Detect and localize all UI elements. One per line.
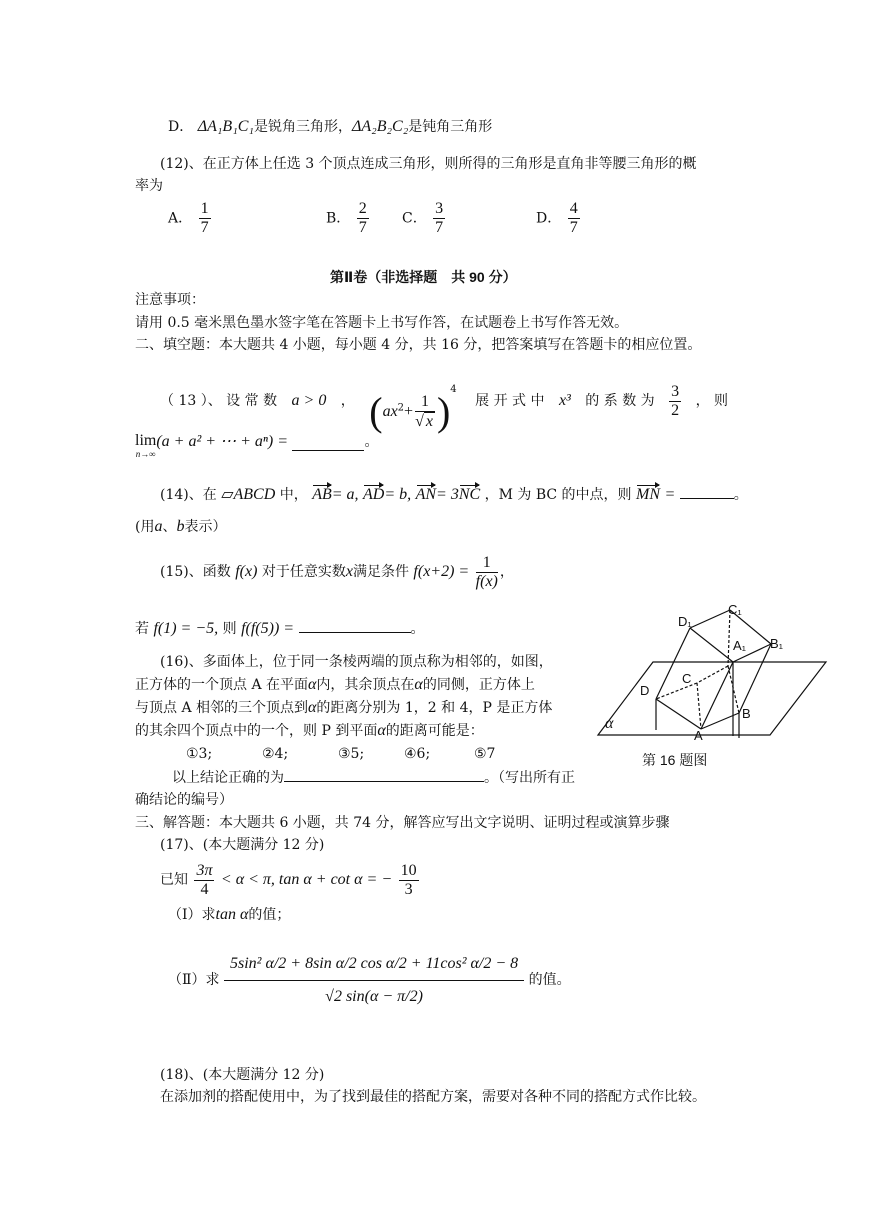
label-d: D — [640, 683, 650, 698]
q15-line2 — [135, 618, 425, 639]
q11-option-d — [168, 117, 492, 137]
option-label: C． — [402, 210, 427, 227]
q16-figure-caption: 第 16 题图 — [642, 752, 708, 768]
q12-option-c — [402, 200, 447, 237]
q12-option-a — [168, 200, 213, 237]
lim-text: lim — [135, 432, 157, 449]
fraction — [669, 383, 681, 420]
math-expr: tan α — [215, 906, 249, 923]
text: 的距离可能是： — [385, 723, 484, 739]
math-expr: = a, — [331, 486, 359, 503]
text: 的值； — [248, 907, 291, 923]
big-fraction — [224, 948, 524, 1013]
math-expr: x³ — [558, 392, 571, 409]
text: （Ⅰ）求 — [168, 907, 216, 923]
text: ，M 为 BC 的中点，则 — [484, 487, 632, 503]
q17-given — [160, 858, 421, 902]
vector-mn: MN — [636, 486, 661, 503]
text: ， — [499, 564, 514, 580]
numerator: 1 — [476, 554, 498, 573]
q16-line4 — [135, 721, 484, 741]
text: 若 — [135, 621, 149, 637]
label-c1: C₁ — [728, 602, 742, 617]
math-expr: α — [377, 722, 386, 739]
numerator: 1 — [200, 200, 209, 217]
fraction — [357, 200, 369, 237]
q16-choices — [186, 744, 495, 764]
text: 与顶点 A 相邻的三个顶点到 — [135, 700, 309, 716]
math-expr: f(1) = −5, — [153, 620, 219, 637]
text: 的值。 — [528, 972, 571, 988]
q16-line1: (16)、多面体上，位于同一条棱两端的顶点称为相邻的，如图， — [160, 654, 553, 670]
math-expr: ΔA₂B₂C₂ — [351, 118, 409, 135]
answer-blank[interactable] — [299, 618, 411, 633]
text: (用 — [135, 519, 155, 535]
denominator: √2 sin(α − π/2) — [325, 987, 423, 1005]
math-expr: (a + a² + ⋯ + aⁿ) = — [156, 433, 289, 450]
denominator: 2 — [671, 401, 680, 419]
choice-1: ①3; — [186, 746, 213, 762]
binomial-expr: ($ax^2+$ $\frac{1}{√ x}$ )$^4$ — [369, 384, 457, 434]
numerator: 2 — [358, 200, 367, 217]
text: 是锐角三角形， — [253, 119, 352, 135]
text: 。（写出所有正 — [484, 770, 575, 786]
text: 。 — [733, 487, 748, 503]
choice-2: ②4; — [262, 746, 289, 762]
text: 的其余四个顶点中的一个，则 P 到平面 — [135, 723, 378, 739]
fraction — [194, 862, 214, 899]
q12-option-d — [536, 200, 582, 237]
text: (15)、函数 — [160, 564, 231, 580]
fraction — [433, 200, 445, 237]
label-alpha: α — [605, 715, 614, 732]
text: 满足条件 — [352, 564, 409, 580]
text: 的同侧，正方体上 — [422, 677, 535, 693]
math-expr: f(x+2) = — [413, 563, 470, 580]
denominator: 3 — [404, 880, 413, 898]
text: ， 则 — [695, 393, 729, 409]
q14-line1 — [160, 484, 748, 505]
notice-title: 注意事项： — [135, 292, 205, 308]
text: 以上结论正确的为 — [172, 770, 284, 786]
answer-blank[interactable] — [680, 484, 734, 499]
choice-3: ③5; — [338, 746, 365, 762]
q15-line1 — [160, 550, 514, 594]
numerator: 3 — [671, 382, 680, 400]
q16-line2 — [135, 675, 535, 695]
q12-option-b — [326, 200, 371, 237]
text: 中， — [279, 487, 308, 503]
text: 已知 — [160, 872, 188, 888]
text: (14)、在 — [160, 487, 217, 503]
numerator: 4 — [569, 200, 578, 217]
text: 正方体的一个顶点 A 在平面 — [135, 677, 309, 693]
numerator: 3π — [196, 861, 213, 879]
denominator: 7 — [200, 219, 209, 236]
vector-ab: AB — [312, 486, 332, 503]
limit-operator — [135, 432, 156, 459]
answer-blank[interactable] — [284, 767, 484, 782]
text: 。 — [410, 621, 425, 637]
math-expr: f(x) — [235, 563, 258, 580]
denominator: 4 — [200, 880, 209, 898]
math-expr: α — [308, 699, 317, 716]
vector-nc: NC — [458, 486, 481, 503]
option-label: B． — [326, 210, 351, 227]
q12-stem-line1: (12)、在正方体上任选 3 个顶点连成三角形，则所得的三角形是直角非等腰三角形的概 — [160, 156, 697, 172]
q16-cube-figure — [590, 600, 830, 770]
math-expr: = — [664, 486, 676, 503]
math-expr: b — [176, 518, 185, 535]
label-d1: D₁ — [678, 614, 692, 629]
q17-title: (17)、(本大题满分 12 分) — [160, 837, 325, 853]
denominator: 7 — [435, 219, 444, 236]
fraction — [476, 554, 498, 591]
denominator: f(x) — [475, 572, 498, 590]
numerator: 10 — [400, 861, 417, 879]
choice-4: ④6; — [404, 746, 431, 762]
q14-line2 — [135, 517, 226, 537]
text: 则 — [222, 621, 237, 637]
math-expr: x — [345, 563, 353, 580]
label-c: C — [682, 671, 692, 686]
q13-line1: （ 13 ）、 设 常 数 a > 0 ， ($ax^2+$ $\frac{1}{√ x}$ )$^4$ 展 开 式 中 x³ 的 系 数 为 $\frac{3}{2}$ ， 则 — [160, 370, 740, 410]
math-expr: f(f(5)) = — [241, 620, 295, 637]
option-label: D． — [536, 210, 562, 227]
vector-ad: AD — [362, 486, 385, 503]
denominator: 7 — [358, 219, 367, 236]
text: （ 13 ）、 设 常 数 — [160, 393, 278, 409]
math-expr: ΔA₁B₁C₁ — [197, 118, 254, 135]
numerator: 5sin² α/2 + 8sin α/2 cos α/2 + 11cos² α/2 − 8 — [224, 948, 524, 981]
fraction — [399, 862, 419, 899]
vector-an: AN — [415, 486, 437, 503]
q18-title: (18)、(本大题满分 12 分) — [160, 1067, 325, 1083]
answer-blank[interactable] — [292, 436, 364, 451]
math-expr: < α < π, tan α + cot α = − — [220, 871, 393, 888]
text: 的距离分别为 1，2 和 4，P 是正方体 — [316, 700, 553, 716]
q12-stem-line2: 率为 — [135, 178, 163, 194]
math-expr: a — [154, 518, 163, 535]
text: 对于任意实数 — [261, 564, 346, 580]
math-expr: α — [414, 676, 423, 693]
q17-part1 — [168, 905, 290, 925]
notice-text: 请用 0.5 毫米黑色墨水签字笔在答题卡上书写作答，在试题卷上书写作答无效。 — [135, 315, 629, 331]
text: 表示） — [184, 519, 227, 535]
lim-subscript: n→∞ — [135, 449, 156, 459]
label-b1: B₁ — [770, 636, 784, 651]
math-expr: α — [308, 676, 317, 693]
math-expr: a > 0 — [291, 392, 327, 409]
q16-line3 — [135, 698, 552, 718]
fraction — [568, 200, 580, 237]
q16-line7: 确结论的编号） — [135, 792, 233, 808]
text: 、 — [162, 519, 177, 535]
text: 是钝角三角形 — [408, 119, 493, 135]
fraction — [199, 200, 211, 237]
label-b: B — [742, 706, 751, 721]
section3-heading: 三、解答题：本大题共 6 小题，共 74 分，解答应写出文字说明、证明过程或演算步骤 — [135, 815, 670, 831]
q18-text: 在添加剂的搭配使用中，为了找到最佳的搭配方案，需要对各种不同的搭配方式作比较。 — [160, 1089, 706, 1105]
q13-line2 — [135, 432, 378, 460]
math-expr: ▱ABCD — [221, 486, 276, 503]
section2-title: 第Ⅱ卷（非选择题 共 90 分） — [330, 269, 517, 285]
numerator: 3 — [435, 200, 444, 217]
text: 。 — [364, 434, 379, 450]
q16-line6 — [172, 767, 575, 788]
label-a: A — [694, 728, 703, 743]
denominator: 7 — [569, 219, 578, 236]
text: 内，其余顶点在 — [316, 677, 415, 693]
text: （Ⅱ）求 — [168, 972, 220, 988]
math-expr: = 3 — [436, 486, 459, 503]
option-label: D． — [168, 119, 194, 135]
choice-5: ⑤7 — [474, 746, 496, 762]
text: 展 开 式 中 — [475, 393, 545, 409]
label-a1: A₁ — [733, 638, 747, 653]
q17-part2 — [168, 940, 571, 1020]
text: 的 系 数 为 — [585, 393, 655, 409]
option-label: A． — [168, 210, 193, 227]
math-expr: = b, — [384, 486, 412, 503]
fill-heading: 二、填空题：本大题共 4 小题，每小题 4 分，共 16 分，把答案填写在答题卡的相应位置。 — [135, 337, 702, 353]
